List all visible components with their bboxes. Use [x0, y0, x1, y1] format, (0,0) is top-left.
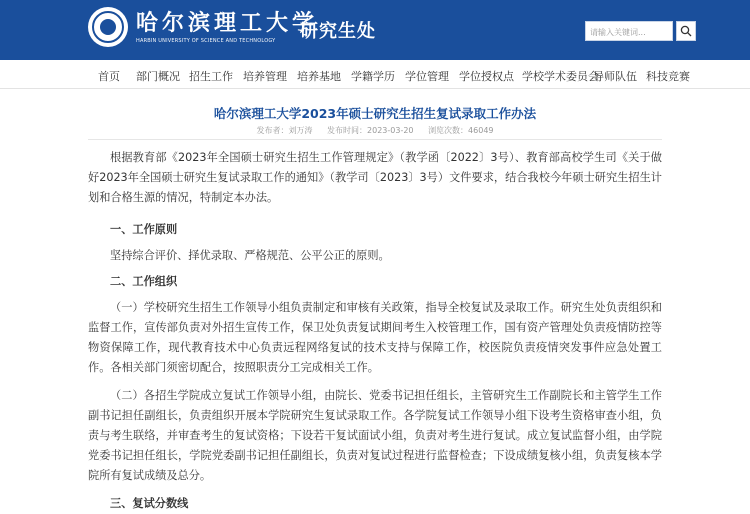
article-title: 哈尔滨理工大学2023年硕士研究生招生复试录取工作办法: [213, 106, 537, 121]
article-body: [88, 148, 662, 514]
search-button[interactable]: [676, 21, 696, 41]
nav-item-home[interactable]: 首页: [98, 70, 120, 83]
nav-item-degree[interactable]: 学位管理: [405, 70, 449, 83]
article-publisher: 发布者：刘万涛: [256, 126, 313, 135]
nav-item-supervisors[interactable]: 导师队伍: [593, 70, 637, 83]
nav-item-student-status[interactable]: 学籍学历: [351, 70, 395, 83]
nav-item-competitions[interactable]: 科技竞赛: [646, 70, 690, 83]
department-name: 研究生处: [300, 21, 376, 42]
article-paragraph: 坚持综合评价、择优录取、严格规范、公平公正的原则。: [110, 249, 390, 262]
site-header: [0, 0, 750, 60]
article-paragraph: （二）各招生学院成立复试工作领导小组，由院长、党委书记担任组长，主管研究生工作副院长和主管学生工作副书记担任副组长，负责组织开展本学院研究生复试录取工作。各学院复试工作领导小组下设考生资格审查小组，负责与考生联络，并审查考生的复试资格；下设若干复试面试小组，负责对考生进行复试。成立复试监督小组，由学院党委书记担任组长，学院党委副书记担任副组长，负责对复试过程进行监督检查；下设成绩复核小组，负责复核本学院所有复试成绩及总分。: [88, 389, 662, 482]
nav-item-academic-committee[interactable]: 学校学术委员会: [522, 70, 599, 83]
logo-chinese-name: 哈尔滨理工大学: [136, 10, 319, 36]
nav-item-overview[interactable]: 部门概况: [136, 70, 180, 83]
section-heading: 三、复试分数线: [110, 497, 189, 510]
article-paragraph: 根据教育部《2023年全国硕士研究生招生工作管理规定》（教学函〔2022〕3号）、教育部高校学生司《关于做好2023年全国硕士研究生复试录取工作的通知》（教学司〔2023〕3号）文件要求，结合我校今年硕士研究生招生计划和合格生源的情况，特制定本办法。: [88, 151, 662, 204]
article-meta: [0, 125, 750, 136]
search-input[interactable]: 请输入关键词...: [585, 21, 673, 41]
nav-item-training-base[interactable]: 培养基地: [297, 70, 341, 83]
logo-english-name: HARBIN UNIVERSITY OF SCIENCE AND TECHNOLOGY: [136, 38, 276, 44]
nav-item-admissions[interactable]: 招生工作: [189, 70, 233, 83]
search-icon: [680, 25, 692, 37]
section-heading: 二、工作组织: [110, 275, 178, 288]
university-emblem-icon: [88, 7, 128, 47]
university-logo[interactable]: [88, 7, 318, 47]
nav-item-degree-points[interactable]: 学位授权点: [459, 70, 514, 83]
article-date: 发布时间：2023-03-20: [327, 126, 414, 135]
section-heading: 一、工作原则: [110, 223, 178, 236]
article-views: 浏览次数：46049: [428, 126, 494, 135]
title-divider: [88, 139, 662, 140]
nav-item-training[interactable]: 培养管理: [243, 70, 287, 83]
article-paragraph: （一）学校研究生招生工作领导小组负责制定和审核有关政策，指导全校复试及录取工作。研究生处负责组织和监督工作，宣传部负责对外招生宣传工作，保卫处负责复试期间考生入校管理工作，国有资产管理处负责疫情防控等物资保障工作，现代教育技术中心负责远程网络复试的技术支持与保障工作，校医院负责疫情突发事件应急处置工作。各相关部门须密切配合，按照职责分工完成相关工作。: [88, 301, 662, 374]
main-nav: [0, 60, 750, 89]
